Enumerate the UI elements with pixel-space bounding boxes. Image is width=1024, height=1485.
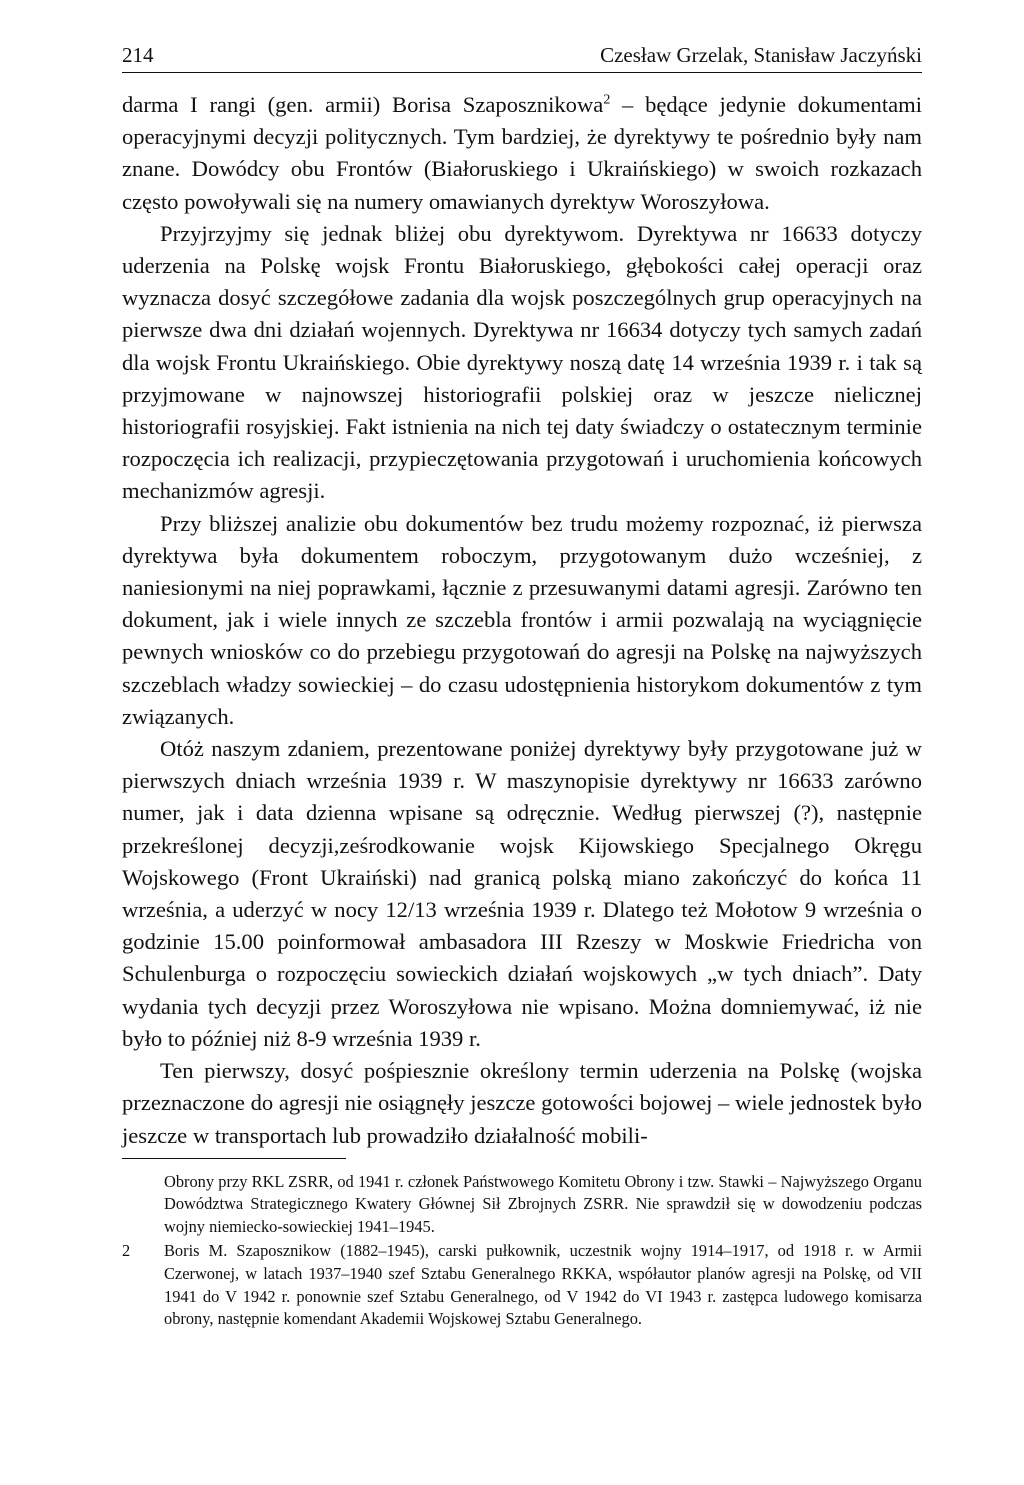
footnote [122, 1240, 922, 1330]
paragraph: Ten pierwszy, dosyć pośpiesznie określony termin uderzenia na Polskę (wojska przeznaczone do agresji nie osiągnęły jeszcze gotowości bojowej – wiele jednostek było jeszcze w transportach lub prowadziło działalność mobili- [122, 1058, 922, 1148]
footnote-number: 2 [122, 1241, 131, 1261]
footnote-text: Boris M. Szaposznikow (1882–1945), carski pułkownik, uczestnik wojny 1914–1917, od 1918 r. w Armii Czerwonej, w latach 1937–1940 szef Sztabu Generalnego RKKA, współautor planów agresji na Polskę, od VII 1941 do V 1942 r. ponownie szef Sztabu Generalnego, od V 1942 do VI 1943 r. zastępca ludowego komisarza obrony, następnie komendant Akademii Wojskowej Sztabu Generalnego. [164, 1241, 922, 1329]
paragraph-text: – będące jedynie dokumentami operacyjnymi decyzji politycznych. Tym bardziej, że dyrektywy te pośrednio były nam znane. Dowódcy obu Frontów (Białoruskiego i Ukraińskiego) w swoich rozkazach często powoływali się na numery omawianych dyrektyw Woroszyłowa. [122, 92, 923, 214]
paragraph: Przyjrzyjmy się jednak bliżej obu dyrektywom. Dyrektywa nr 16633 dotyczy uderzenia na Polskę wojsk Frontu Białoruskiego, głębokości całej operacji oraz wyznacza dosyć szczegółowe zadania dla wojsk poszczególnych grup operacyjnych na pierwsze dwa dni działań wojennych. Dyrektywa nr 16634 dotyczy tych samych zadań dla wojsk Frontu Ukraińskiego. Obie dyrektywy noszą datę 14 września 1939 r. i tak są przyjmowane w najnowszej historiografii polskiej oraz w jeszcze nielicznej historiografii rosyjskiej. Fakt istnienia na nich tej daty świadczy o ostatecznym terminie rozpoczęcia ich realizacji, przypieczętowania przygotowań i uruchomienia końcowych mechanizmów agresji. [122, 220, 922, 504]
paragraph [122, 89, 922, 218]
footnote-ref: 2 [603, 92, 611, 108]
footnote-text: Obrony przy RKL ZSRR, od 1941 r. członek Państwowego Komitetu Obrony i tzw. Stawki – Najwyższego Organu Dowództwa Strategicznego Kwatery Głównej Sił Zbrojnych ZSRR. Nie sprawdził się w dowodzeniu podczas wojny niemiecko-sowieckiej 1941–1945. [164, 1171, 922, 1236]
paragraph: Przy bliższej analizie obu dokumentów bez trudu możemy rozpoznać, iż pierwsza dyrektywa była dokumentem roboczym, przygotowanym dużo wcześniej, z naniesionymi na niej poprawkami, łącznie z przesuwanymi datami agresji. Zarówno ten dokument, jak i wiele innych ze szczebla frontów i armii pozwalają na wyciągnięcie pewnych wniosków co do przebiegu przygotowań do agresji na Polskę na najwyższych szczeblach władzy sowieckiej – do czasu udostępnienia historykom dokumentów z tym związanych. [122, 510, 922, 729]
footnotes [122, 1171, 922, 1331]
running-header [122, 40, 922, 73]
paragraph-text: darma I rangi (gen. armii) Borisa Szaposznikowa [122, 92, 604, 117]
footnote-separator [122, 1158, 346, 1159]
main-text [122, 89, 922, 1152]
paragraph: Otóż naszym zdaniem, prezentowane poniżej dyrektywy były przygotowane już w pierwszych dniach września 1939 r. W maszynopisie dyrektywy nr 16633 zarówno numer, jak i data dzienna wpisane są odręcznie. Według pierwszej (?), następnie przekreślonej decyzji,ześrodkowanie wojsk Kijowskiego Specjalnego Okręgu Wojskowego (Front Ukraiński) nad granicą polską miano zakończyć do końca 11 września, a uderzyć w nocy 12/13 września 1939 r. Dlatego też Mołotow 9 września o godzinie 15.00 poinformował ambasadora III Rzeszy w Moskwie Friedricha von Schulenburga o rozpoczęciu sowieckich działań wojskowych „w tych dniach”. Daty wydania tych decyzji przez Woroszyłowa nie wpisano. Można domniemywać, iż nie było to później niż 8-9 września 1939 r. [122, 736, 922, 1051]
running-header-authors: Czesław Grzelak, Stanisław Jaczyński [600, 43, 922, 67]
book-page [122, 40, 922, 1331]
footnote [122, 1171, 922, 1239]
page-number: 214 [122, 43, 154, 67]
